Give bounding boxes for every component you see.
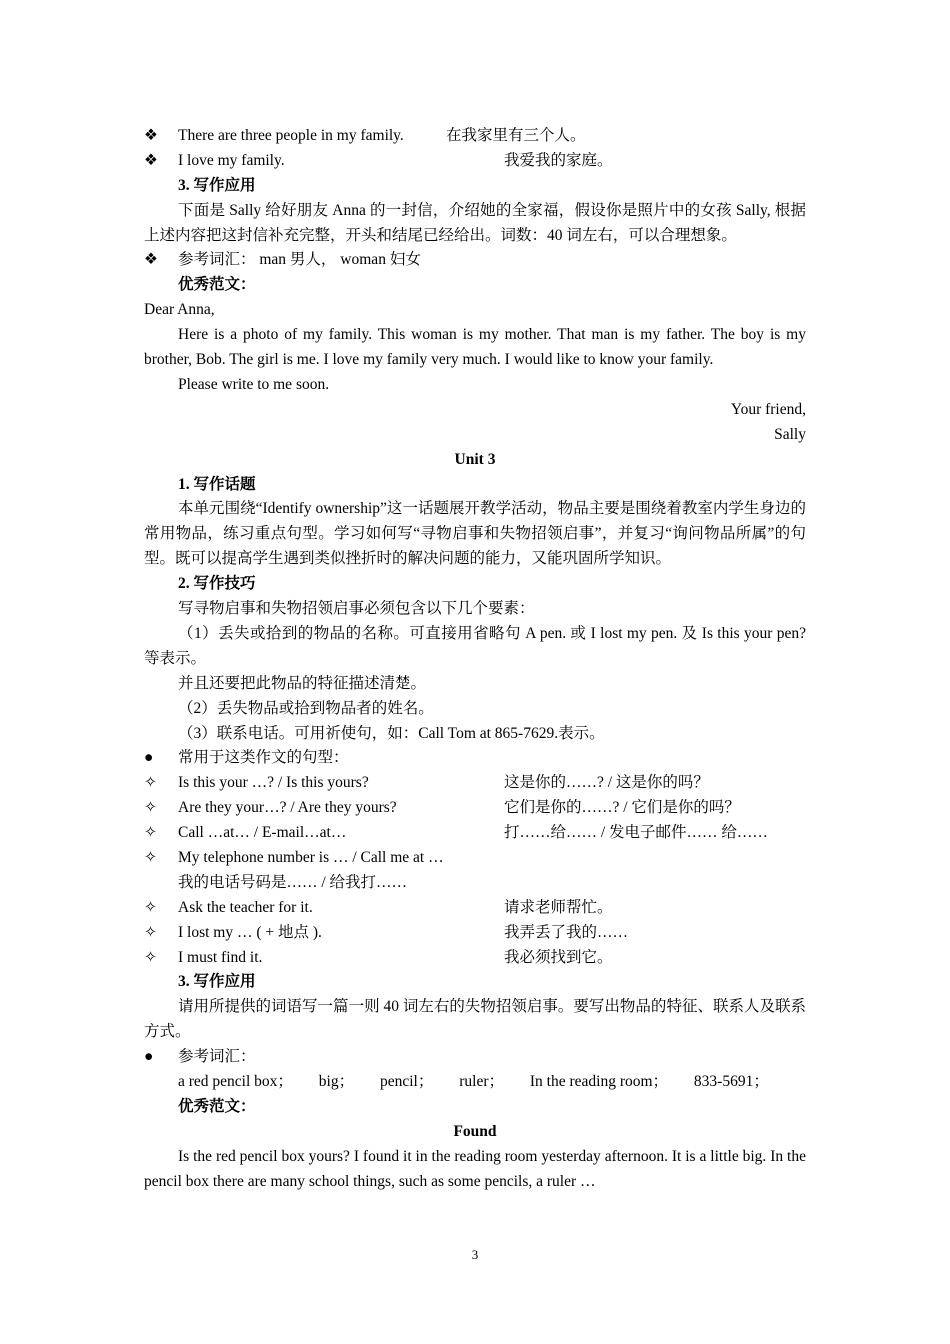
diamond-bullet-icon: ❖	[144, 127, 158, 144]
pattern-row	[144, 846, 806, 871]
skill-point: 并且还要把此物品的特征描述清楚。	[178, 674, 427, 692]
ref-vocab-row	[144, 1045, 806, 1070]
skill-point: （2）丢失物品或拾到物品者的姓名。	[178, 699, 434, 717]
skill-point-text: （1）丢失或拾到的物品的名称。可直接用省略句 A pen. 或 I lost my pen. 及 Is this your pen? 等表示。	[144, 624, 806, 667]
pattern-zh: 这是你的……? / 这是你的吗？	[504, 774, 709, 792]
pattern-en: Call …at… / E-mail…at…	[178, 824, 347, 842]
pattern-row	[144, 771, 806, 796]
document-page	[144, 124, 806, 1195]
star-bullet-icon: ✧	[144, 824, 157, 842]
pattern-en: My telephone number is … / Call me at …	[178, 848, 444, 866]
letter-closing: Please write to me soon.	[178, 375, 330, 393]
pattern-en: I must find it.	[178, 948, 263, 966]
section-heading: 1. 写作话题	[178, 475, 256, 493]
apply-prompt-text: 请用所提供的词语写一篇一则 40 词左右的失物招领启事。要写出物品的特征、联系人及联系方式。	[144, 998, 806, 1041]
pattern-en: Ask the teacher for it.	[178, 898, 313, 916]
section-heading: 2. 写作技巧	[178, 575, 256, 593]
topic-text: 本单元围绕“Identify ownership”这一话题展开教学活动，物品主要是围绕着教室内学生身边的常用物品，练习重点句型。学习如何写“寻物启事和失物招领启事”，并复习“询问物品所属”的句型。既可以提高学生遇到类似挫折时的解决问题的能力，又能巩固所学知识。	[144, 500, 806, 568]
pattern-zh: 它们是你的……? / 它们是你的吗？	[504, 799, 740, 817]
star-bullet-icon: ✧	[144, 848, 157, 866]
ref-word: In the reading room；	[529, 1073, 669, 1091]
pattern-en: I lost my … ( + 地点 ).	[178, 923, 322, 941]
unit-title: Unit 3	[454, 450, 496, 468]
skill-point	[144, 622, 806, 672]
sentence-zh: 在我家里有三个人。	[446, 127, 586, 144]
ref-vocab-label: 参考词汇：	[178, 1048, 256, 1066]
letter-greeting: Dear Anna,	[144, 301, 215, 319]
model-label: 优秀范文：	[178, 1097, 256, 1115]
pattern-zh: 打……给…… / 发电子邮件…… 给……	[504, 824, 768, 842]
sentence-en: There are three people in my family.	[178, 127, 404, 144]
sentence-row	[144, 149, 806, 174]
diamond-bullet-icon: ❖	[144, 251, 158, 269]
pattern-zh: 我的电话号码是…… / 给我打……	[178, 873, 408, 891]
ref-word: 833-5691；	[693, 1073, 769, 1091]
sentence-row	[144, 124, 806, 149]
letter-body-text: Here is a photo of my family. This woman is my mother. That man is my father. The boy is my brother, Bob. The girl is me. I love my family very much. I would like to know your family.	[144, 326, 806, 369]
star-bullet-icon: ✧	[144, 799, 157, 817]
letter-signoff: Your friend,	[730, 400, 806, 418]
pattern-row	[144, 796, 806, 821]
star-bullet-icon: ✧	[144, 923, 157, 941]
model-label: 优秀范文：	[178, 276, 256, 294]
pattern-zh: 请求老师帮忙。	[504, 898, 613, 916]
ref-words	[144, 1070, 806, 1095]
writing-prompt-text: 下面是 Sally 给好朋友 Anna 的一封信，介绍她的全家福，假设你是照片中的女孩 Sally, 根据上述内容把这封信补充完整，开头和结尾已经给出。词数：40 词左右，可以合理想象。	[144, 201, 806, 244]
dot-bullet-icon: ●	[144, 749, 154, 767]
sentence-zh: 我爱我的家庭。	[504, 151, 613, 169]
vocab-text: 参考词汇： man 男人， woman 妇女	[178, 251, 421, 269]
section-heading: 3. 写作应用	[178, 973, 256, 991]
ref-word: big；	[318, 1073, 355, 1091]
pattern-row	[144, 921, 806, 946]
letter-body	[144, 323, 806, 373]
common-patterns-row	[144, 746, 806, 771]
found-title: Found	[453, 1122, 497, 1140]
dot-bullet-icon: ●	[144, 1048, 154, 1066]
found-body-text: Is the red pencil box yours? I found it in the reading room yesterday afternoon. It is a little big. In the pencil box there are many school things, such as some pencils, a ruler …	[144, 1147, 806, 1190]
vocab-row	[144, 248, 806, 273]
sentence-en: I love my family.	[178, 151, 285, 169]
ref-word: a red pencil box；	[178, 1073, 293, 1091]
diamond-bullet-icon: ❖	[144, 151, 158, 169]
ref-word: pencil；	[379, 1073, 434, 1091]
letter-signature: Sally	[774, 425, 806, 443]
skill-intro: 写寻物启事和失物招领启事必须包含以下几个要素：	[178, 600, 535, 618]
star-bullet-icon: ✧	[144, 898, 157, 916]
pattern-row	[144, 821, 806, 846]
common-patterns-label: 常用于这类作文的句型：	[178, 749, 349, 767]
star-bullet-icon: ✧	[144, 774, 157, 792]
section-heading: 3. 写作应用	[178, 176, 256, 194]
star-bullet-icon: ✧	[144, 948, 157, 966]
pattern-en: Are they your…? / Are they yours?	[178, 799, 397, 817]
pattern-row	[144, 946, 806, 971]
skill-point: （3）联系电话。可用祈使句，如：Call Tom at 865-7629.表示。	[178, 724, 605, 742]
ref-word: ruler；	[459, 1073, 504, 1091]
pattern-en: Is this your …? / Is this yours?	[178, 774, 369, 792]
pattern-zh: 我弄丢了我的……	[504, 923, 629, 941]
pattern-zh: 我必须找到它。	[504, 948, 613, 966]
topic-paragraph	[144, 497, 806, 572]
found-body	[144, 1145, 806, 1195]
writing-prompt	[144, 199, 806, 249]
page-number: 3	[471, 1247, 479, 1262]
pattern-row	[144, 896, 806, 921]
apply-prompt	[144, 995, 806, 1045]
